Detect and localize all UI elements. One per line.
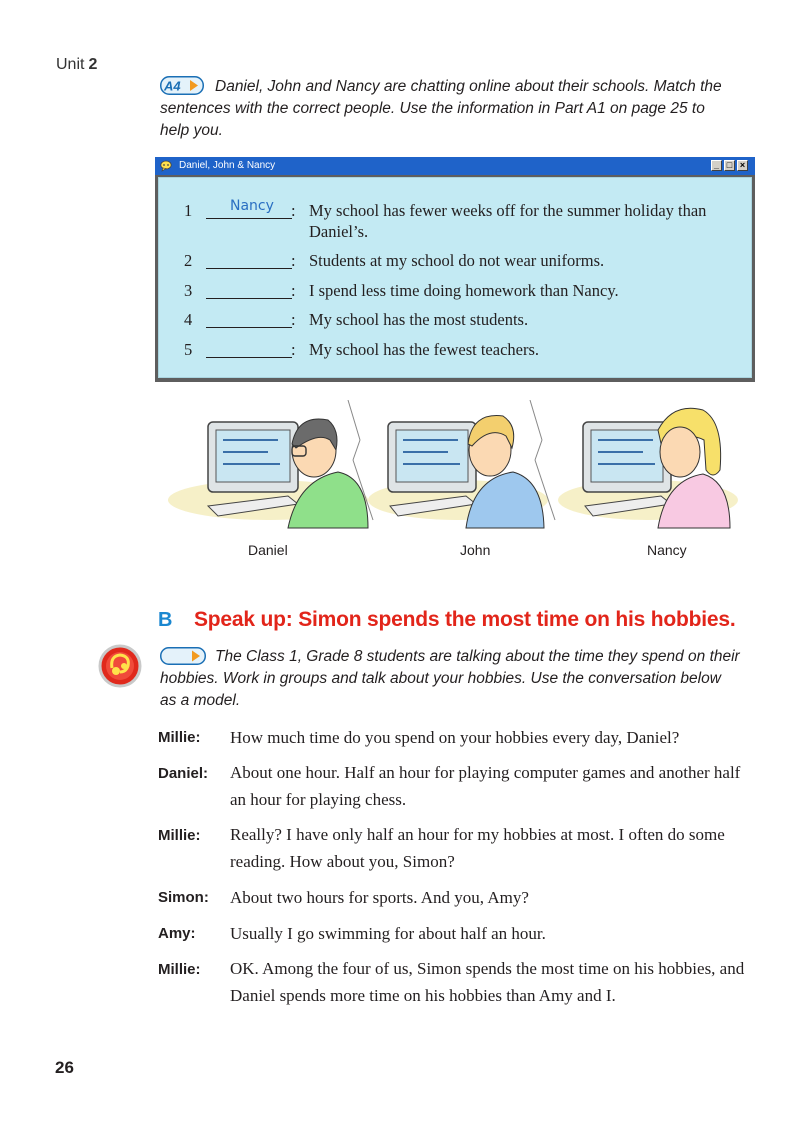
answer-blank[interactable] — [206, 218, 292, 219]
speaking-icon — [98, 644, 142, 688]
dialogue-speaker: Millie: — [158, 961, 201, 978]
answer-blank[interactable] — [206, 268, 292, 269]
answer-blank[interactable] — [206, 298, 292, 299]
john-illustration — [368, 400, 555, 528]
dialogue-line: About one hour. Half an hour for playing computer games and another half an hour for playing chess. — [230, 763, 741, 809]
chat-window — [155, 157, 755, 382]
daniel-illustration — [168, 400, 373, 528]
nancy-illustration — [558, 408, 738, 528]
dialogue-line: Really? I have only half an hour for my hobbies at most. I often do some reading. How about you, Simon? — [230, 825, 725, 871]
close-button[interactable]: × — [737, 160, 748, 171]
caption-john: John — [460, 542, 491, 558]
maximize-button[interactable]: □ — [724, 160, 735, 171]
window-titlebar — [155, 157, 755, 175]
item-number: 2 — [184, 251, 193, 270]
item-sentence: I spend less time doing homework than Nancy. — [309, 281, 619, 300]
caption-daniel: Daniel — [248, 542, 288, 558]
item-sentence: Students at my school do not wear uniforms. — [309, 251, 605, 270]
unit-number: 2 — [88, 56, 98, 73]
caption-nancy: Nancy — [647, 542, 687, 558]
a4-instructions: Daniel, John and Nancy are chatting online about their schools. Match the sentences with the correct people. Use the information in Part A1 on page 25 to help you. — [160, 78, 722, 139]
dialogue-speaker: Simon: — [158, 889, 209, 906]
window-title: Daniel, John & Nancy — [179, 160, 276, 171]
page-number: 26 — [55, 1058, 74, 1077]
dialogue-line: Usually I go swimming for about half an hour. — [230, 924, 546, 943]
item-colon: : — [291, 340, 296, 359]
section-b-instructions: The Class 1, Grade 8 students are talking about the time they spend on their hobbies. Work in groups and talk about your hobbies. Use the conversation below as a model. — [160, 648, 740, 709]
item-number: 3 — [184, 281, 193, 300]
unit-label — [56, 56, 97, 74]
section-b-letter: B — [158, 609, 173, 631]
unit-text: Unit — [56, 56, 85, 73]
item-sentence: My school has fewer weeks off for the summer holiday than Daniel’s. — [309, 201, 707, 241]
item-colon: : — [291, 201, 296, 220]
item-sentence: My school has the most students. — [309, 310, 529, 329]
item-colon: : — [291, 310, 296, 329]
item-number: 5 — [184, 340, 193, 359]
dialogue-speaker: Amy: — [158, 925, 196, 942]
answer-blank[interactable] — [206, 327, 292, 328]
section-b-title: Speak up: Simon spends the most time on his hobbies. — [194, 608, 736, 631]
item-colon: : — [291, 281, 296, 300]
answer-text: Nancy — [230, 198, 274, 214]
item-number: 4 — [184, 310, 193, 329]
item-colon: : — [291, 251, 296, 270]
answer-blank[interactable] — [206, 357, 292, 358]
window-content — [158, 177, 752, 378]
minimize-button[interactable]: _ — [711, 160, 722, 171]
dialogue-line: OK. Among the four of us, Simon spends the most time on his hobbies, and Daniel spends more time on his hobbies than Amy and I. — [230, 959, 745, 1005]
item-number: 1 — [184, 201, 193, 220]
item-sentence: My school has the fewest teachers. — [309, 340, 540, 359]
dialogue-speaker: Daniel: — [158, 765, 209, 782]
dialogue-speaker: Millie: — [158, 729, 201, 746]
svg-text:A4: A4 — [164, 78, 181, 94]
dialogue-line: About two hours for sports. And you, Amy? — [230, 888, 529, 907]
students-at-computers-illustration — [168, 400, 738, 530]
chat-icon — [160, 160, 172, 172]
dialogue-speaker: Millie: — [158, 827, 201, 844]
dialogue-line: How much time do you spend on your hobbies every day, Daniel? — [230, 728, 680, 747]
